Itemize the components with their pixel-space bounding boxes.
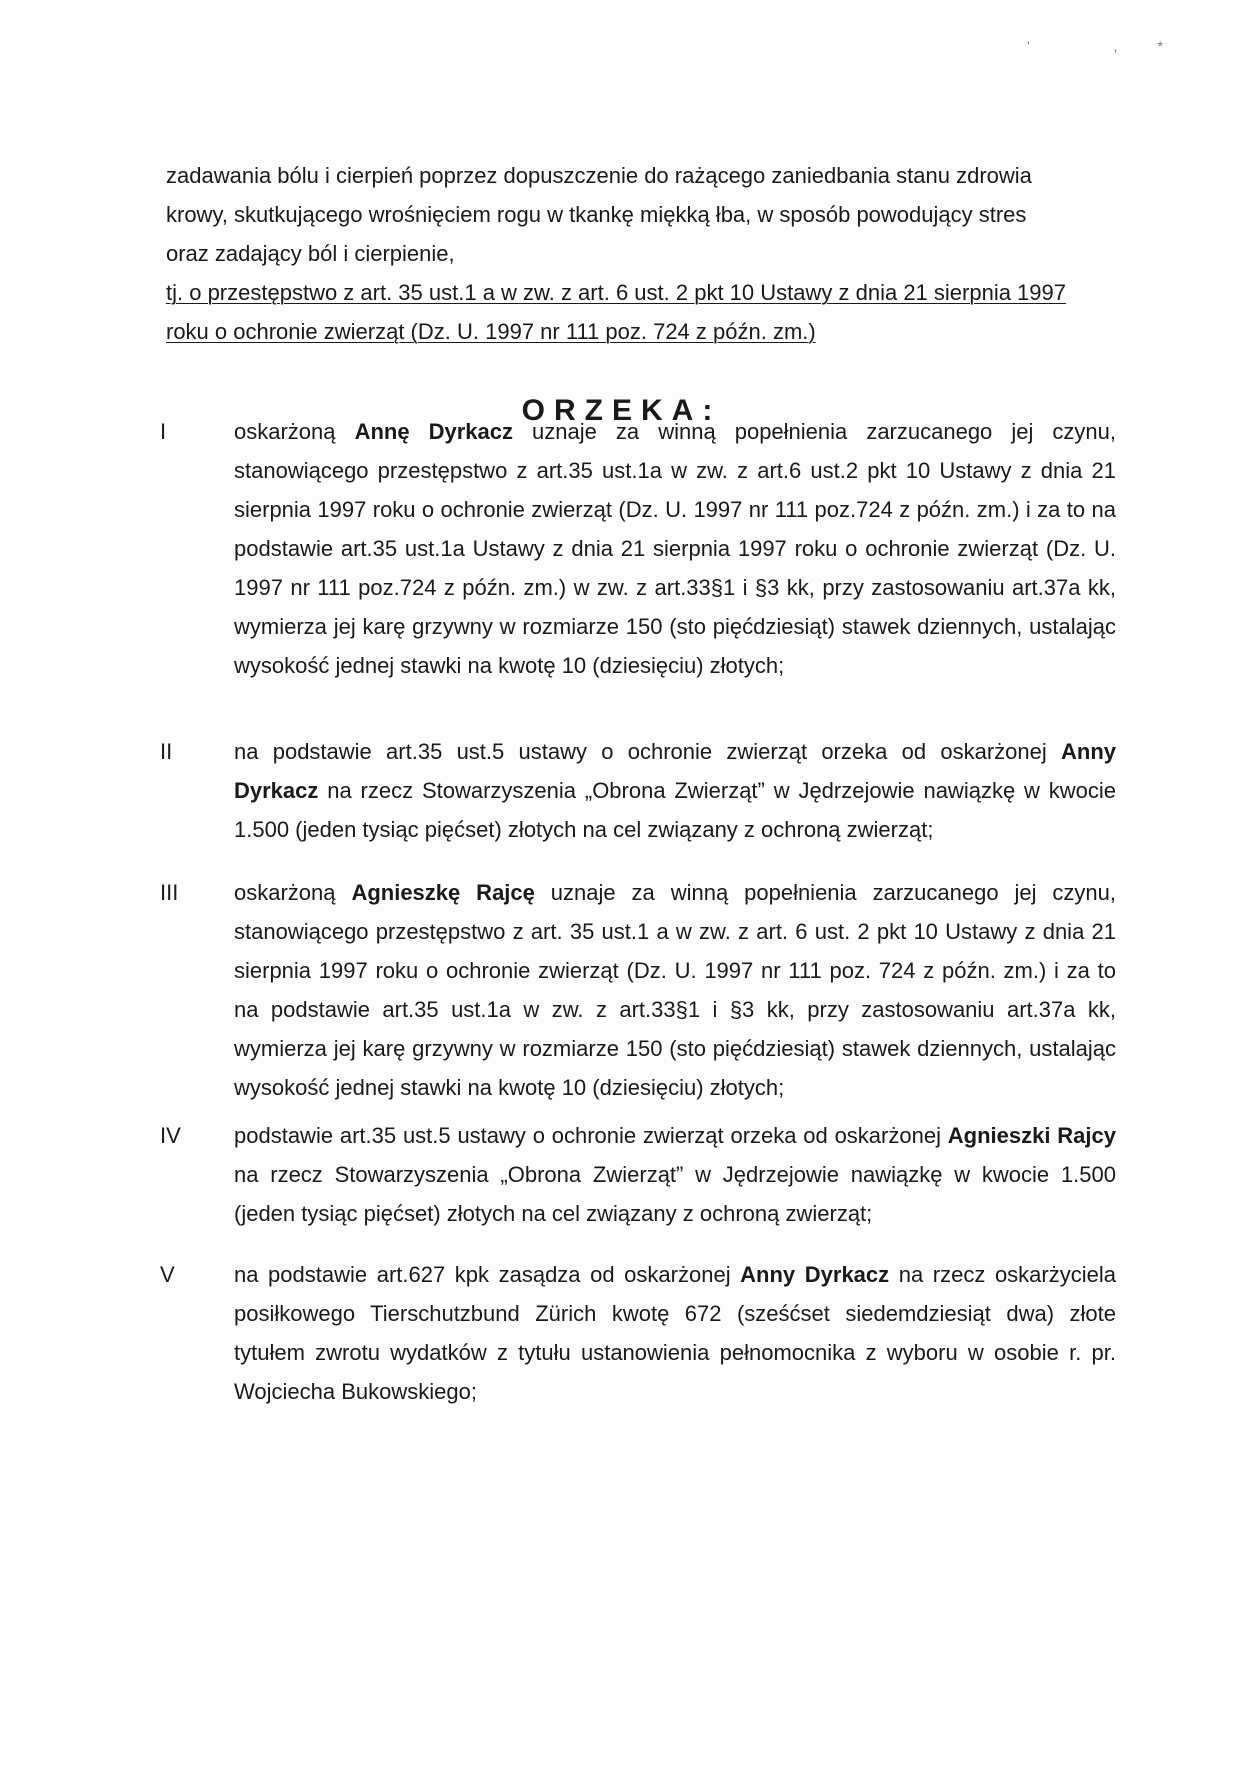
defendant-name: Annę Dyrkacz <box>354 419 513 444</box>
defendant-name: Anny Dyrkacz <box>234 739 1116 803</box>
item-text: na podstawie art.35 ust.5 ustawy o ochronie zwierząt orzeka od oskarżonej Anny Dyrkacz na rzecz Stowarzyszenia „Obrona Zwierząt” w Jędrzejowie nawiązkę w kwocie 1.500 (jeden tysiąc pięćset) złotych na cel związany z ochroną zwierząt; <box>234 739 1116 842</box>
item-text: oskarżoną Annę Dyrkacz uznaje za winną popełnienia zarzucanego jej czynu, stanowiącego przestępstwo z art.35 ust.1a w zw. z art.6 ust.2 pkt 10 Ustawy z dnia 21 sierpnia 1997 roku o ochronie zwierząt (Dz. U. 1997 nr 111 poz.724 z późn. zm.) i za to na podstawie art.35 ust.1a Ustawy z dnia 21 sierpnia 1997 roku o ochronie zwierząt (Dz. U. 1997 nr 111 poz.724 z późn. zm.) w zw. z art.33§1 i §3 kk, przy zastosowaniu art.37a kk, wymierza jej karę grzywny w rozmiarze 150 (sto pięćdziesiąt) stawek dziennych, ustalając wysokość jednej stawki na kwotę 10 (dziesięciu) złotych; <box>234 419 1116 678</box>
item-text: na podstawie art.627 kpk zasądza od oskarżonej Anny Dyrkacz na rzecz oskarżyciela posiłkowego Tierschutzbund Zürich kwotę 672 (sześćset siedemdziesiąt dwa) złote tytułem zwrotu wydatków z tytułu ustanowienia pełnomocnika z wyboru w osobie r. pr. Wojciecha Bukowskiego; <box>234 1262 1116 1404</box>
item-number: II <box>160 739 173 764</box>
corner-marks: ' ,* <box>1027 38 1203 54</box>
charge-continuation <box>166 156 1116 351</box>
item-text: oskarżoną Agnieszkę Rajcę uznaje za winną popełnienia zarzucanego jej czynu, stanowiącego przestępstwo z art. 35 ust.1 a w zw. z art. 6 ust. 2 pkt 10 Ustawy z dnia 21 sierpnia 1997 roku o ochronie zwierząt (Dz. U. 1997 nr 111 poz. 724 z późn. zm.) i za to na podstawie art.35 ust.1a w zw. z art.33§1 i §3 kk, przy zastosowaniu art.37a kk, wymierza jej karę grzywny w rozmiarze 150 (sto pięćdziesiąt) stawek dziennych, ustalając wysokość jednej stawki na kwotę 10 (dziesięciu) złotych; <box>234 880 1116 1100</box>
verdict-item-4 <box>160 1116 1116 1233</box>
intro-line-1: zadawania bólu i cierpień poprzez dopuszczenie do rażącego zaniedbania stanu zdrowia <box>166 163 1032 188</box>
verdict-item-2 <box>160 732 1116 849</box>
item-text: podstawie art.35 ust.5 ustawy o ochronie zwierząt orzeka od oskarżonej Agnieszki Rajcy na rzecz Stowarzyszenia „Obrona Zwierząt” w Jędrzejowie nawiązkę w kwocie 1.500 (jeden tysiąc pięćset) złotych na cel związany z ochroną zwierząt; <box>234 1123 1116 1226</box>
defendant-name: Agnieszkę Rajcę <box>351 880 535 905</box>
intro-line-3: oraz zadający ból i cierpienie, <box>166 241 455 266</box>
item-number: III <box>160 880 179 905</box>
intro-line-2: krowy, skutkującego wrośnięciem rogu w tkankę miękką łba, w sposób powodujący stres <box>166 202 1027 227</box>
legal-basis-line-1: tj. o przestępstwo z art. 35 ust.1 a w zw. z art. 6 ust. 2 pkt 10 Ustawy z dnia 21 sierpnia 1997 <box>166 280 1067 305</box>
legal-basis-line-2: roku o ochronie zwierząt (Dz. U. 1997 nr 111 poz. 724 z późn. zm.) <box>166 319 816 344</box>
verdict-item-3 <box>160 873 1116 1107</box>
item-number: V <box>160 1262 175 1287</box>
defendant-name: Anny Dyrkacz <box>740 1262 890 1287</box>
verdict-item-1 <box>160 412 1116 685</box>
defendant-name: Agnieszki Rajcy <box>947 1123 1116 1148</box>
verdict-item-5 <box>160 1255 1116 1411</box>
item-number: I <box>160 419 167 444</box>
verdict-heading: ORZEKA: <box>521 394 722 427</box>
item-number: IV <box>160 1123 181 1148</box>
